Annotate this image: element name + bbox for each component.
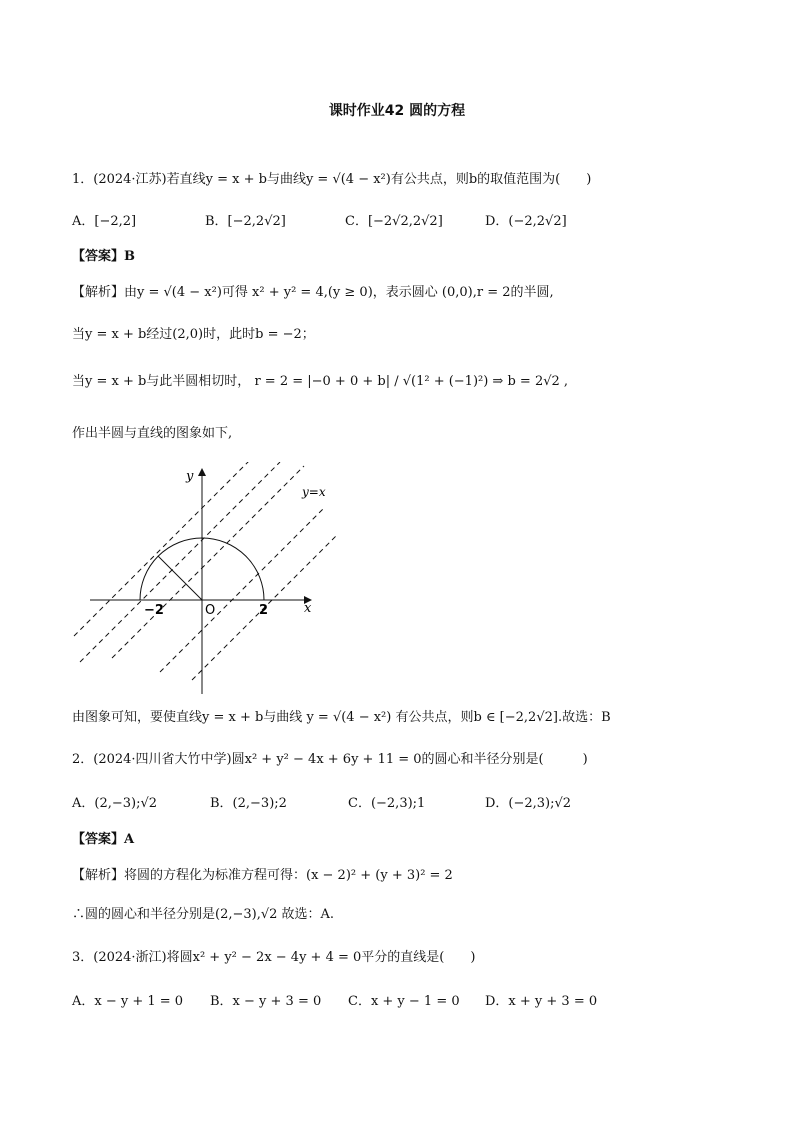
q2-option-d: D．(−2,3);√2	[485, 796, 572, 811]
q1-option-b: B．[−2,2√2]	[205, 214, 286, 229]
q1-analysis-1: 【解析】由y = √(4 − x²)可得 x² + y² = 4,(y ≥ 0)，表示圆心 (0,0),r = 2的半圆,	[72, 285, 554, 300]
q1-analysis-2: 当y = x + b经过(2,0)时，此时b = −2；	[72, 327, 315, 342]
page-title: 课时作业42 圆的方程	[328, 103, 466, 119]
q2-option-c: C．(−2,3);1	[348, 796, 426, 811]
tick-label-neg-2: −2	[144, 603, 164, 618]
q1-option-c: C．[−2√2,2√2]	[345, 214, 443, 229]
q3-stem: 3．(2024·浙江)将圆x² + y² − 2x − 4y + 4 = 0平分的直线是( )	[72, 950, 476, 965]
x-axis-label: x	[304, 601, 312, 616]
q1-analysis-4: 作出半圆与直线的图象如下,	[72, 426, 233, 441]
y-axis-arrow	[198, 468, 206, 476]
q1-option-a: A．[−2,2]	[72, 214, 137, 229]
q1-option-d: D．(−2,2√2]	[485, 214, 567, 229]
origin-label: O	[205, 603, 216, 618]
q3-option-a: A．x − y + 1 = 0	[72, 994, 184, 1009]
dashed-line-3	[160, 508, 324, 672]
tick-label-2: 2	[259, 603, 269, 618]
q3-option-b: B．x − y + 3 = 0	[210, 994, 322, 1009]
q3-option-c: C．x + y − 1 = 0	[348, 994, 460, 1009]
q2-answer: 【答案】A	[72, 832, 135, 847]
q2-option-a: A．(2,−3);√2	[72, 796, 158, 811]
dashed-line-y-equals-x	[112, 466, 304, 658]
semicircle-lines-figure	[72, 462, 342, 698]
q1-analysis-3: 当y = x + b与此半圆相切时， r = 2 = |−0 + 0 + b| / √(1² + (−1)²) ⇒ b = 2√2 ,	[72, 374, 569, 389]
y-axis-label: y	[186, 469, 194, 484]
q1-answer: 【答案】B	[72, 249, 135, 264]
q2-analysis-1: 【解析】将圆的方程化为标准方程可得：(x − 2)² + (y + 3)² = 2	[72, 868, 453, 883]
dashed-line-2	[80, 462, 280, 662]
q2-option-b: B．(2,−3);2	[210, 796, 287, 811]
q2-analysis-2: ∴圆的圆心和半径分别是(2,−3),√2 故选：A.	[72, 907, 335, 922]
q3-option-d: D．x + y + 3 = 0	[485, 994, 598, 1009]
line-label: y=x	[302, 485, 326, 499]
q1-stem: 1．(2024·江苏)若直线y = x + b与曲线y = √(4 − x²)有公共点，则b的取值范围为( )	[72, 172, 592, 187]
q1-conclusion: 由图象可知，要使直线y = x + b与曲线 y = √(4 − x²) 有公共点，则b ∈ [−2,2√2].故选：B	[72, 710, 611, 725]
q2-stem: 2．(2024·四川省大竹中学)圆x² + y² − 4x + 6y + 11 = 0的圆心和半径分别是( )	[72, 752, 588, 767]
